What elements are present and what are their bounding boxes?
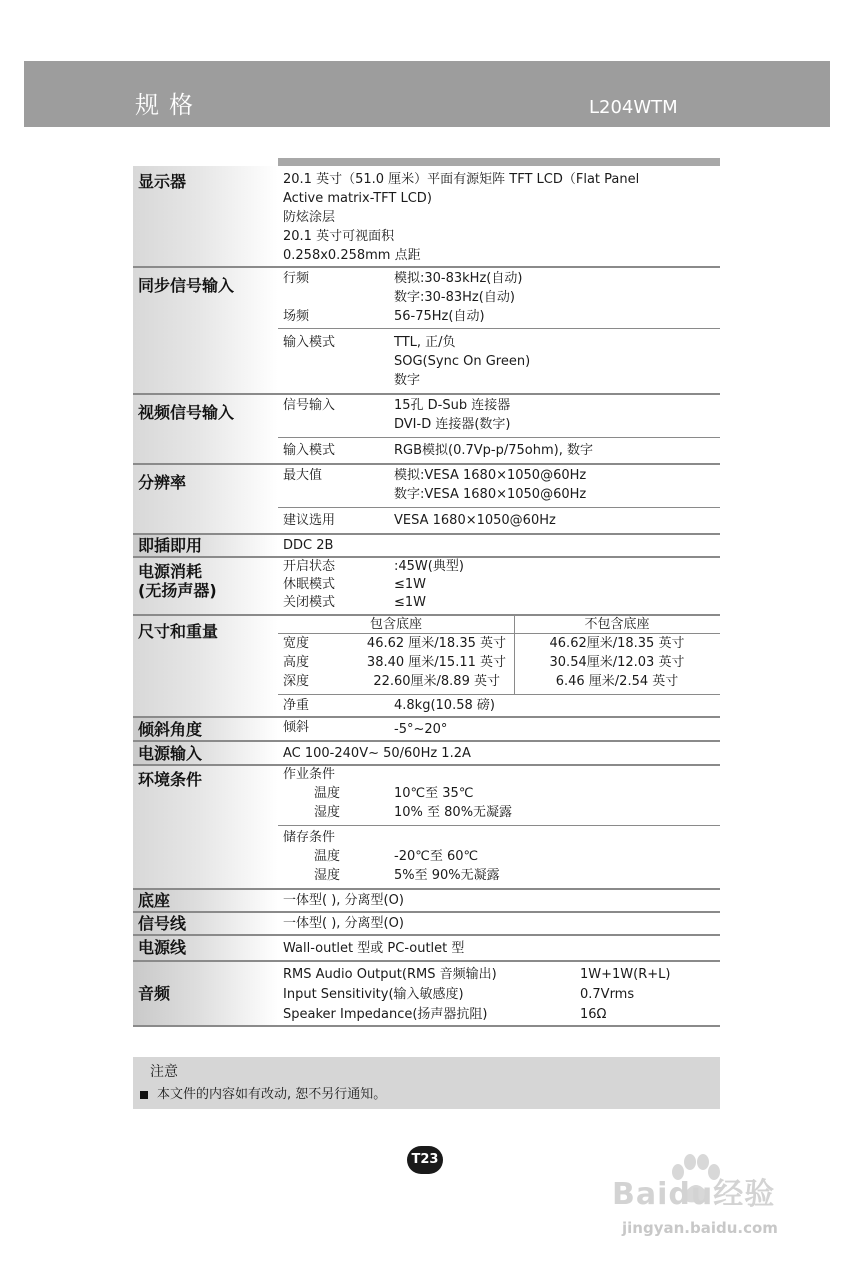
spec-key: 净重	[283, 698, 310, 713]
spec-value: 22.60厘米/8.89 英寸	[373, 674, 500, 689]
section-label: 即插即用	[133, 535, 278, 556]
spec-value: SOG(Sync On Green)	[394, 354, 531, 369]
note-title: 注意	[150, 1064, 178, 1080]
spec-value: 6.46 厘米/2.54 英寸	[555, 674, 679, 689]
spec-value: 模拟:VESA 1680×1050@60Hz	[394, 468, 587, 483]
spec-value: :45W(典型)	[394, 559, 464, 574]
section-content	[278, 268, 720, 393]
spec-value: TTL, 正/负	[394, 335, 456, 350]
spec-value: 一体型( ), 分离型(O)	[283, 916, 404, 931]
section-label: 同步信号输入	[133, 268, 278, 393]
display-line: 0.258x0.258mm 点距	[283, 248, 421, 263]
section-power-consumption	[133, 558, 720, 614]
col-header-without-stand: 不包含底座	[584, 617, 650, 632]
spec-value: ≤1W	[394, 595, 427, 610]
spec-value: -5°~20°	[394, 722, 448, 737]
spec-value: DVI-D 连接器(数字)	[394, 417, 511, 432]
spec-value: Wall-outlet 型或 PC-outlet 型	[283, 941, 465, 956]
spec-key: 倾斜	[283, 720, 310, 735]
col-header-with-stand: 包含底座	[369, 617, 422, 632]
divider	[278, 437, 720, 438]
section-content	[278, 766, 720, 888]
watermark-url: jingyan.baidu.com	[622, 1219, 778, 1237]
section-display	[133, 166, 720, 266]
table-top-bar	[278, 158, 720, 166]
section-label	[133, 558, 278, 614]
spec-key: 深度	[283, 674, 310, 689]
section-power-input	[133, 742, 720, 764]
spec-value: 4.8kg(10.58 磅)	[394, 698, 495, 713]
spec-value: 46.62厘米/18.35 英寸	[549, 636, 685, 651]
spec-key: 信号输入	[283, 398, 336, 413]
section-content	[278, 558, 720, 614]
spec-value: 10℃至 35℃	[394, 786, 474, 801]
section-plug	[133, 535, 720, 556]
spec-value: 0.7Vrms	[580, 987, 635, 1002]
spec-key: 温度	[314, 786, 341, 801]
model-name: L204WTM	[589, 97, 678, 118]
spec-value: 30.54厘米/12.03 英寸	[549, 655, 685, 670]
spec-key: 最大值	[283, 468, 323, 483]
divider	[278, 633, 720, 634]
spec-value: 56-75Hz(自动)	[394, 309, 485, 324]
spec-key: 关闭模式	[283, 595, 336, 610]
spec-key: 作业条件	[283, 767, 336, 782]
section-content	[278, 936, 720, 960]
spec-key: 场频	[283, 309, 310, 324]
spec-key: Speaker Impedance(扬声器抗阻)	[283, 1007, 488, 1022]
spec-table	[133, 158, 720, 1027]
spec-key: 输入模式	[283, 443, 336, 458]
spec-value: 1W+1W(R+L)	[580, 967, 671, 982]
spec-key: 行频	[283, 271, 310, 286]
spec-value: AC 100-240V~ 50/60Hz 1.2A	[283, 746, 471, 761]
spec-key: 储存条件	[283, 830, 336, 845]
section-content	[278, 395, 720, 463]
section-content	[278, 718, 720, 740]
spec-key: 湿度	[314, 805, 341, 820]
spec-key: 高度	[283, 655, 310, 670]
section-content	[278, 535, 720, 556]
section-label: 分辨率	[133, 465, 278, 533]
spec-value: 38.40 厘米/15.11 英寸	[366, 655, 506, 670]
spec-value: -20℃至 60℃	[394, 849, 479, 864]
section-label: 电源输入	[133, 742, 278, 764]
spec-value: 数字:VESA 1680×1050@60Hz	[394, 487, 587, 502]
section-label: 显示器	[133, 166, 278, 266]
section-label: 视频信号输入	[133, 395, 278, 463]
page-number: T23	[407, 1146, 443, 1174]
watermark-brand: Baidu经验	[612, 1177, 776, 1212]
spec-key: 宽度	[283, 636, 310, 651]
section-content	[278, 742, 720, 764]
spec-value: VESA 1680×1050@60Hz	[394, 513, 556, 528]
spec-value: 模拟:30-83kHz(自动)	[394, 271, 523, 286]
page-title: 规格	[135, 91, 203, 119]
divider	[133, 1025, 720, 1027]
section-video	[133, 395, 720, 463]
divider	[278, 328, 720, 329]
section-dimensions	[133, 616, 720, 716]
spec-value: 15孔 D-Sub 连接器	[394, 398, 511, 413]
section-label: 环境条件	[133, 766, 278, 888]
section-resolution	[133, 465, 720, 533]
display-line: Active matrix-TFT LCD)	[283, 191, 432, 206]
spec-key: RMS Audio Output(RMS 音频输出)	[283, 967, 497, 982]
spec-key: 湿度	[314, 868, 341, 883]
section-label: 倾斜角度	[133, 718, 278, 740]
display-line: 20.1 英寸可视面积	[283, 229, 395, 244]
section-content	[278, 465, 720, 533]
divider	[278, 694, 720, 695]
spec-key: 建议选用	[283, 513, 336, 528]
section-signal-cable	[133, 913, 720, 934]
section-content	[278, 913, 720, 934]
divider	[278, 825, 720, 826]
power-label-sub: (无扬声器)	[138, 581, 217, 600]
section-content	[278, 962, 720, 1026]
display-line: 20.1 英寸（51.0 厘米）平面有源矩阵 TFT LCD（Flat Panel	[283, 172, 640, 187]
power-label: 电源消耗	[138, 562, 203, 581]
note-text: 本文件的内容如有改动, 恕不另行通知。	[157, 1087, 387, 1102]
bullet-square-icon	[140, 1091, 148, 1099]
spec-value: 5%至 90%无凝露	[394, 868, 500, 883]
section-label: 底座	[133, 890, 278, 911]
section-label: 尺寸和重量	[133, 616, 278, 716]
spec-value: 数字	[394, 373, 421, 388]
spec-value: RGB模拟(0.7Vp-p/75ohm), 数字	[394, 443, 593, 458]
spec-key: Input Sensitivity(输入敏感度)	[283, 987, 464, 1002]
divider	[278, 507, 720, 508]
spec-key: 温度	[314, 849, 341, 864]
spec-value: 46.62 厘米/18.35 英寸	[366, 636, 506, 651]
section-environment	[133, 766, 720, 888]
section-tilt	[133, 718, 720, 740]
spec-key: 开启状态	[283, 559, 336, 574]
spec-key: 输入模式	[283, 335, 336, 350]
section-stand	[133, 890, 720, 911]
spec-value: DDC 2B	[283, 538, 334, 553]
section-content	[278, 616, 720, 716]
spec-value: 10% 至 80%无凝露	[394, 805, 513, 820]
display-line: 防炫涂层	[283, 210, 336, 225]
section-content	[278, 166, 720, 266]
spec-value: ≤1W	[394, 577, 427, 592]
note-box	[133, 1057, 720, 1109]
section-label: 信号线	[133, 913, 278, 934]
section-power-cable	[133, 936, 720, 960]
section-content	[278, 890, 720, 911]
spec-value: 数字:30-83Hz(自动)	[394, 290, 515, 305]
section-sync	[133, 268, 720, 393]
spec-key: 休眠模式	[283, 577, 336, 592]
section-label: 电源线	[133, 936, 278, 960]
spec-value: 16Ω	[580, 1007, 607, 1022]
spec-value: 一体型( ), 分离型(O)	[283, 893, 404, 908]
section-label: 音频	[133, 962, 278, 1026]
section-audio	[133, 962, 720, 1026]
